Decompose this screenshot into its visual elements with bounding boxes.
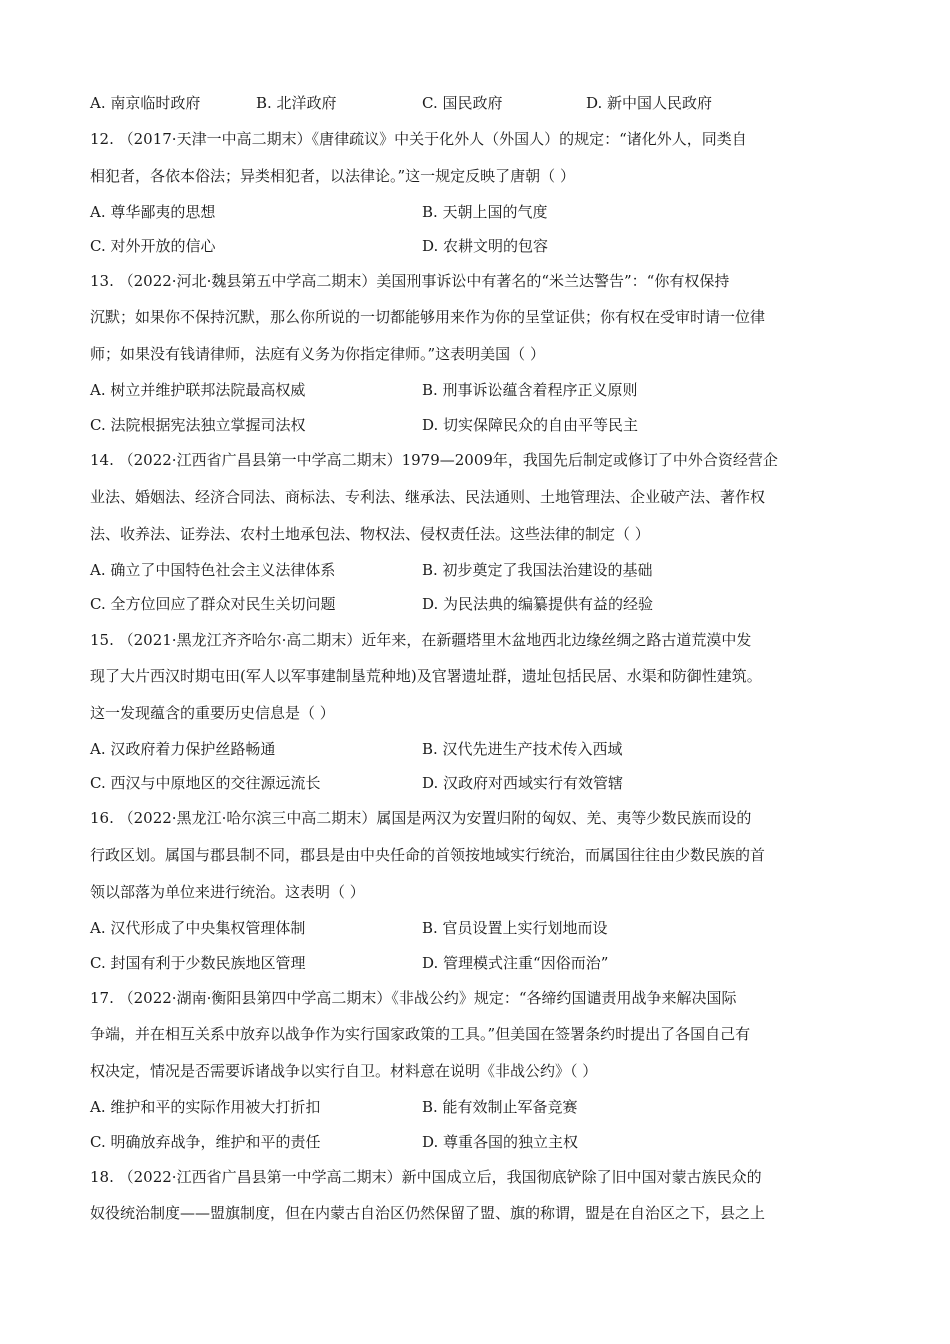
q16-option-c: C. 封国有利于少数民族地区管理 — [90, 954, 306, 972]
q15-text-line: 15. （2021·黑龙江齐齐哈尔·高二期末）近年来，在新疆塔里木盆地西北边缘丝绸之路古道荒漠中发 — [90, 631, 752, 649]
q17-option-c: C. 明确放弃战争，维护和平的责任 — [90, 1133, 321, 1151]
q13-option-c: C. 法院根据宪法独立掌握司法权 — [90, 416, 306, 434]
q17-option-b: B. 能有效制止军备竞赛 — [422, 1098, 578, 1116]
q14-option-d: D. 为民法典的编纂提供有益的经验 — [422, 595, 654, 613]
q15-option-b: B. 汉代先进生产技术传入西域 — [422, 740, 623, 758]
q15-option-a: A. 汉政府着力保护丝路畅通 — [90, 740, 276, 758]
q12-option-d: D. 农耕文明的包容 — [422, 237, 549, 255]
q18-text-line: 18. （2022·江西省广昌县第一中学高二期末）新中国成立后，我国彻底铲除了旧中国对蒙古族民众的 — [90, 1168, 762, 1186]
q12-option-c: C. 对外开放的信心 — [90, 237, 216, 255]
q16-option-b: B. 官员设置上实行划地而设 — [422, 919, 608, 937]
q13-text-line: 沉默；如果你不保持沉默，那么你所说的一切都能够用来作为你的呈堂证供；你有权在受审时请一位律 — [90, 308, 766, 326]
q13-option-b: B. 刑事诉讼蕴含着程序正义原则 — [422, 381, 638, 399]
q17-text-line: 争端，并在相互关系中放弃以战争作为实行国家政策的工具。”但美国在签署条约时提出了各国自己有 — [90, 1025, 751, 1043]
q12-option-b: B. 天朝上国的气度 — [422, 203, 548, 221]
q18-text-line: 奴役统治制度——盟旗制度，但在内蒙古自治区仍然保留了盟、旗的称谓，盟是在自治区之下，县之上 — [90, 1204, 766, 1222]
q15-option-d: D. 汉政府对西域实行有效管辖 — [422, 774, 624, 792]
q16-option-a: A. 汉代形成了中央集权管理体制 — [90, 919, 306, 937]
q14-option-a: A. 确立了中国特色社会主义法律体系 — [90, 561, 336, 579]
q12-option-a: A. 尊华鄙夷的思想 — [90, 203, 216, 221]
q17-text-line: 权决定，情况是否需要诉诸战争以实行自卫。材料意在说明《非战公约》（ ） — [90, 1062, 598, 1080]
q16-text-line: 领以部落为单位来进行统治。这表明（ ） — [90, 883, 365, 901]
q13-text-line: 师；如果没有钱请律师，法庭有义务为你指定律师。”这表明美国（ ） — [90, 345, 545, 363]
q11-option-c: C. 国民政府 — [422, 94, 503, 112]
q17-option-a: A. 维护和平的实际作用被大打折扣 — [90, 1098, 321, 1116]
q13-text-line: 13. （2022·河北·魏县第五中学高二期末）美国刑事诉讼中有著名的“米兰达警告”：“你有权保持 — [90, 272, 730, 290]
q12-text-line: 12. （2017·天津一中高二期末）《唐律疏议》中关于化外人（外国人）的规定：“诸化外人，同类自 — [90, 130, 747, 148]
q16-option-d: D. 管理模式注重“因俗而治” — [422, 954, 609, 972]
q14-text-line: 法、收养法、证券法、农村土地承包法、物权法、侵权责任法。这些法律的制定（ ） — [90, 525, 650, 543]
q17-option-d: D. 尊重各国的独立主权 — [422, 1133, 579, 1151]
q13-option-a: A. 树立并维护联邦法院最高权威 — [90, 381, 306, 399]
q11-option-b: B. 北洋政府 — [256, 94, 337, 112]
q15-text-line: 现了大片西汉时期屯田(军人以军事建制垦荒种地)及官署遗址群，遗址包括民居、水渠和防御性建筑。 — [90, 667, 762, 685]
q14-option-b: B. 初步奠定了我国法治建设的基础 — [422, 561, 653, 579]
q15-option-c: C. 西汉与中原地区的交往源远流长 — [90, 774, 321, 792]
q14-text-line: 业法、婚姻法、经济合同法、商标法、专利法、继承法、民法通则、土地管理法、企业破产法、著作权 — [90, 488, 766, 506]
q16-text-line: 16. （2022·黑龙江·哈尔滨三中高二期末）属国是两汉为安置归附的匈奴、羌、夷等少数民族而设的 — [90, 809, 752, 827]
q11-option-d: D. 新中国人民政府 — [586, 94, 713, 112]
q16-text-line: 行政区划。属国与郡县制不同，郡县是由中央任命的首领按地域实行统治，而属国往往由少数民族的首 — [90, 846, 766, 864]
q14-text-line: 14. （2022·江西省广昌县第一中学高二期末）1979—2009年，我国先后制定或修订了中外合资经营企 — [90, 451, 778, 469]
q14-option-c: C. 全方位回应了群众对民生关切问题 — [90, 595, 336, 613]
q15-text-line: 这一发现蕴含的重要历史信息是（ ） — [90, 704, 335, 722]
q17-text-line: 17. （2022·湖南·衡阳县第四中学高二期末）《非战公约》规定：“各缔约国谴责用战争来解决国际 — [90, 989, 737, 1007]
q13-option-d: D. 切实保障民众的自由平等民主 — [422, 416, 639, 434]
q12-text-line: 相犯者，各依本俗法；异类相犯者，以法律论。”这一规定反映了唐朝（ ） — [90, 167, 575, 185]
q11-option-a: A. 南京临时政府 — [90, 94, 201, 112]
